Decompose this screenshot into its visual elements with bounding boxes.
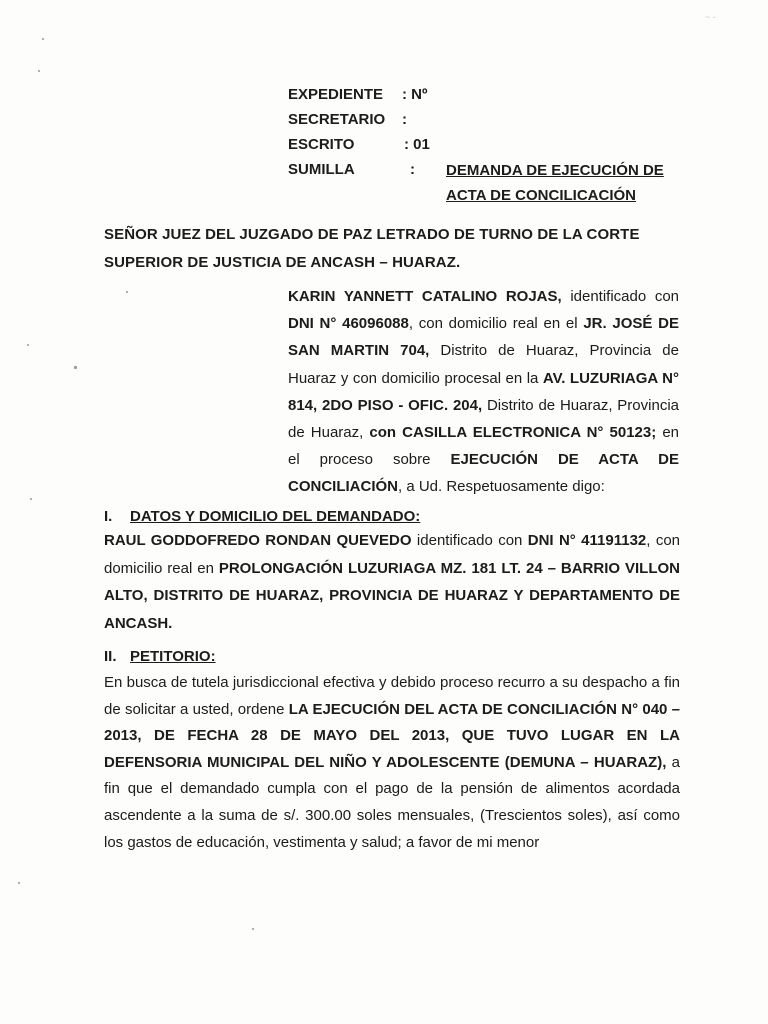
section-2-number: II. [104,648,117,665]
header-expediente [288,86,428,104]
header-secretario [288,111,407,129]
secretario-label: SECRETARIO [288,111,386,128]
scan-speck [30,498,32,500]
scan-speck [126,291,128,293]
intro-text: identificado con [561,288,680,305]
sumilla-line-1: DEMANDA DE EJECUCIÓN DE [446,162,664,179]
scan-mark: ~ - [705,12,716,22]
defendant-address: PROLONGACIÓN LUZURIAGA MZ. 181 LT. 24 – BARRIO VILLON ALTO, DISTRITO DE HUARAZ, PROVINCIA DE HUARAZ Y DEPARTAMENTO DE ANCASH. [104,559,680,632]
scan-speck [18,882,20,884]
petition-bold: LA EJECUCIÓN DEL ACTA DE CONCILIACIÓN N° 040 – 2013, DE FECHA 28 DE MAYO DEL 2013, QUE TUVO LUGAR EN LA DEFENSORIA MUNICIPAL DEL NIÑO Y ADOLESCENTE (DEMUNA – HUARAZ), [104,700,680,771]
intro-text: , con domicilio real en el [408,315,584,333]
addressee-line-1: SEÑOR JUEZ DEL JUZGADO DE PAZ LETRADO DE TURNO DE LA CORTE [104,226,640,243]
section-1-title [104,508,420,526]
section-2-title [104,648,216,666]
header-sumilla [288,161,415,179]
intro-text: Distrito de Huaraz, Provincia de Huaraz, [288,396,679,442]
sumilla-colon: : [410,161,415,178]
process-name: EJECUCIÓN DE ACTA DE CONCILIACIÓN [288,451,679,496]
intro-text: Distrito de Huaraz, Provincia de Huaraz y con domicilio procesal en la [288,342,679,387]
scan-speck [74,366,77,369]
addressee [104,221,680,277]
header-escrito [288,136,430,154]
scan-speck [42,38,44,40]
scan-speck [38,70,40,72]
secretario-value: : [402,111,407,128]
sumilla-label: SUMILLA [288,161,355,178]
defendant-dni: DNI N° 41191132 [527,532,647,549]
expediente-value: : Nº [402,86,428,103]
section-1-text: identificado con [411,532,528,549]
plaintiff-dni: DNI N° 46096088 [288,315,409,333]
sumilla-line-2: ACTA DE CONCILICACIÓN [446,187,636,204]
plaintiff-legal-address: AV. LUZURIAGA N° 814, 2DO PISO - OFIC. 204, [288,369,680,414]
scan-speck [252,928,254,930]
section-1-paragraph [104,527,680,637]
section-1-heading: DATOS Y DOMICILIO DEL DEMANDADO: [130,508,421,525]
section-2-heading: PETITORIO: [130,648,216,665]
intro-text: , a Ud. Respetuosamente digo: [398,478,605,496]
section-1-text: , con domicilio real en [104,532,681,577]
plaintiff-casilla: con CASILLA ELECTRONICA N° 50123; [369,424,657,442]
expediente-label: EXPEDIENTE [288,86,384,103]
plaintiff-address: JR. JOSÉ DE SAN MARTIN 704, [288,315,679,360]
scan-speck [27,344,29,346]
defendant-name: RAUL GODDOFREDO RONDAN QUEVEDO [104,532,412,549]
plaintiff-name: KARIN YANNETT CATALINO ROJAS, [288,288,562,305]
section-2-paragraph [104,670,680,856]
section-2-text: En busca de tutela jurisdiccional efectiva y debido proceso recurro a su despacho a fin de solicitar a usted, ordene [104,674,680,718]
escrito-label: ESCRITO [288,136,355,153]
addressee-line-2: SUPERIOR DE JUSTICIA DE ANCASH – HUARAZ. [104,254,461,271]
section-2-text: a fin que el demandado cumpla con el pago de la pensión de alimentos acordada ascendente a la suma de s/. 300.00 soles mensuales, (Trescientos soles), así como los gastos de educación, vestimenta y salud; a favor de mi menor [104,753,680,851]
section-1-number: I. [104,508,113,525]
intro-text: en el proceso sobre [288,424,679,469]
escrito-value: : 01 [404,136,430,153]
intro-paragraph [288,283,679,501]
